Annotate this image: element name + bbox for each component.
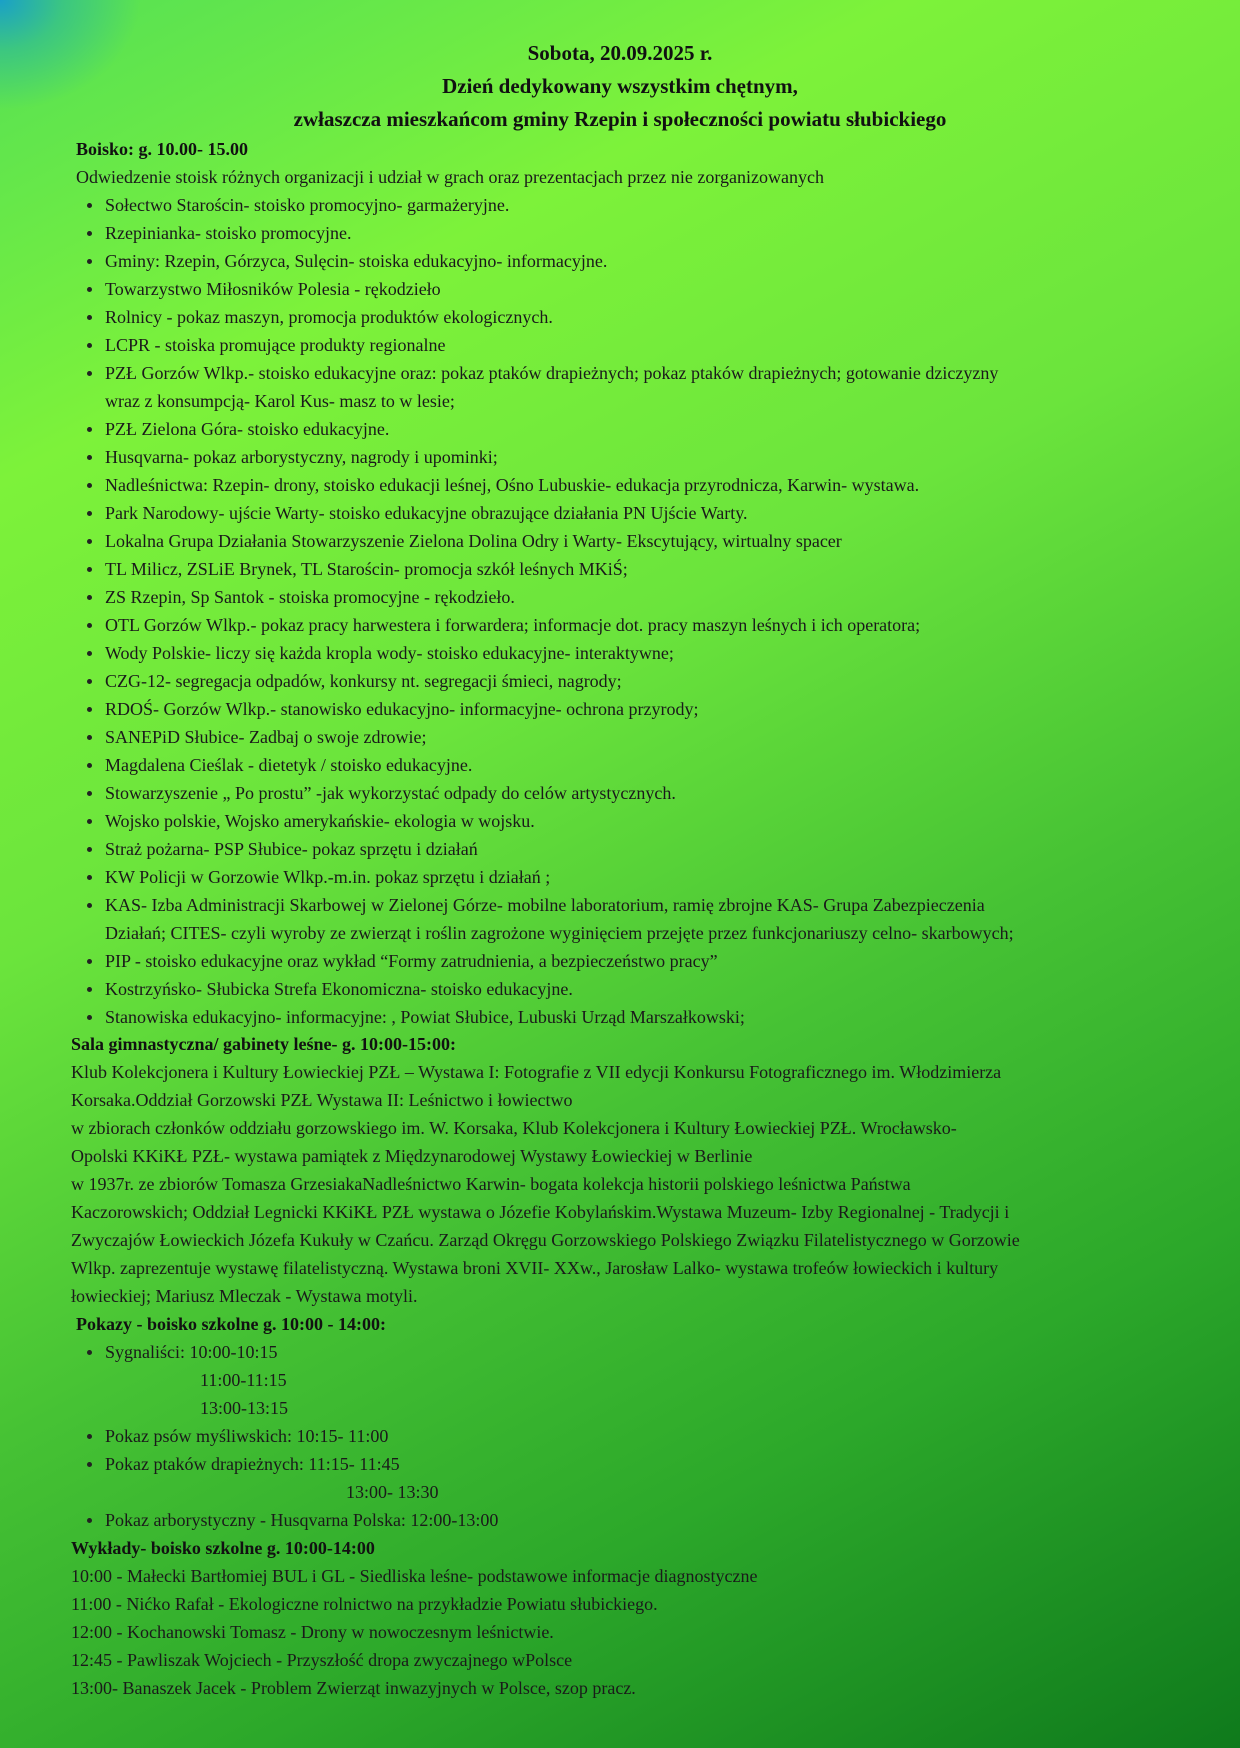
list-item: Rolnicy - pokaz maszyn, promocja produktów ekologicznych. (76, 303, 1014, 331)
lecture-item: 13:00- Banaszek Jacek - Problem Zwierząt inwazyjnych w Polsce, szop pracz. (71, 1678, 636, 1698)
list-item: OTL Gorzów Wlkp.- pokaz pracy harwestera i forwardera; informacje dot. pracy maszyn leśnych i ich operatora; (76, 611, 1014, 639)
list-item: KW Policji w Gorzowie Wlkp.-m.in. pokaz sprzętu i działań ; (76, 863, 1014, 891)
list-item: Pokaz arborystyczny - Husqvarna Polska: 12:00-13:00 (76, 1506, 498, 1534)
ptaki-time: Pokaz ptaków drapieżnych: 11:15- 11:45 (105, 1454, 400, 1474)
list-item: CZG-12- segregacja odpadów, konkursy nt. segregacji śmieci, nagrody; (76, 667, 1014, 695)
boisko-heading: Boisko: g. 10.00- 15.00 (76, 139, 249, 159)
ptaki-extra-time: 13:00- 13:30 (346, 1482, 439, 1502)
sala-heading: Sala gimnastyczna/ gabinety leśne- g. 10:00-15:00: (71, 1034, 456, 1054)
list-item: Lokalna Grupa Działania Stowarzyszenie Zielona Dolina Odry i Warty- Ekscytujący, wirtualny spacer (76, 527, 1014, 555)
list-item: TL Milicz, ZSLiE Brynek, TL Starościn- promocja szkół leśnych MKiŚ; (76, 555, 1014, 583)
sala-description (71, 1058, 1191, 1310)
sygnalisci-time: Sygnaliści: 10:00-10:15 (105, 1342, 278, 1362)
list-item-continuation: wraz z konsumpcją- Karol Kus- masz to w lesie; (105, 391, 455, 411)
list-item (76, 1338, 498, 1422)
list-item: Park Narodowy- ujście Warty- stoisko edukacyjne obrazujące działania PN Ujście Warty. (76, 499, 1014, 527)
list-item: Sołectwo Starościn- stoisko promocyjno- garmażeryjne. (76, 191, 1014, 219)
list-item (76, 1450, 498, 1506)
sygnalisci-extra-time: 11:00-11:15 (200, 1370, 287, 1390)
list-item: Stanowiska edukacyjno- informacyjne: , Powiat Słubice, Lubuski Urząd Marszałkowski; (76, 1003, 1014, 1031)
list-item: Rzepinianka- stoisko promocyjne. (76, 219, 1014, 247)
lecture-item: 12:45 - Pawliszak Wojciech - Przyszłość dropa zwyczajnego wPolsce (71, 1650, 573, 1670)
list-item: PZŁ Zielona Góra- stoisko edukacyjne. (76, 415, 1014, 443)
sala-line: Korsaka.Oddział Gorzowski PZŁ Wystawa II: Leśnictwo i łowiectwo (71, 1090, 573, 1110)
list-item: Straż pożarna- PSP Słubice- pokaz sprzętu i działań (76, 835, 1014, 863)
lecture-item: 10:00 - Małecki Bartłomiej BUL i GL - Siedliska leśne- podstawowe informacje diagnostyczne (71, 1566, 758, 1586)
list-item-text: KAS- Izba Administracji Skarbowej w Zielonej Górze- mobilne laboratorium, ramię zbrojne KAS- Grupa Zabezpieczenia (105, 895, 985, 915)
sala-line: Opolski KKiKŁ PZŁ- wystawa pamiątek z Międzynarodowej Wystawy Łowieckiej w Berlinie (71, 1146, 753, 1166)
list-item (76, 359, 1014, 415)
boisko-intro: Odwiedzenie stoisk różnych organizacji i udział w grach oraz prezentacjach przez nie zorganizowanych (76, 167, 824, 187)
list-item: Husqvarna- pokaz arborystyczny, nagrody i upominki; (76, 443, 1014, 471)
list-item: Nadleśnictwa: Rzepin- drony, stoisko edukacji leśnej, Ośno Lubuskie- edukacja przyrodnicza, Karwin- wystawa. (76, 471, 1014, 499)
list-item: Towarzystwo Miłosników Polesia - rękodzieło (76, 275, 1014, 303)
lectures-list (71, 1562, 1191, 1702)
audience-heading: zwłaszcza mieszkańcom gminy Rzepin i społeczności powiatu słubickiego (293, 107, 947, 131)
list-item: SANEPiD Słubice- Zadbaj o swoje zdrowie; (76, 723, 1014, 751)
sygnalisci-extra-time: 13:00-13:15 (200, 1398, 288, 1418)
stands-list (76, 191, 1014, 1031)
date-heading: Sobota, 20.09.2025 r. (527, 41, 713, 65)
pokazy-heading: Pokazy - boisko szkolne g. 10:00 - 14:00: (76, 1314, 386, 1334)
sala-line: Wlkp. zaprezentuje wystawę filatelistyczną. Wystawa broni XVII- XXw., Jarosław Lalko- wystawa trofeów łowieckich i kultury (71, 1258, 999, 1278)
list-item (76, 891, 1014, 947)
list-item: RDOŚ- Gorzów Wlkp.- stanowisko edukacyjno- informacyjne- ochrona przyrody; (76, 695, 1014, 723)
sala-line: Klub Kolekcjonera i Kultury Łowieckiej PZŁ – Wystawa I: Fotografie z VII edycji Konkursu Fotograficznego im. Włodzimierza (71, 1062, 1002, 1082)
sala-line: Zwyczajów Łowieckich Józefa Kukuły w Czańcu. Zarząd Okręgu Gorzowskiego Polskiego Związku Filatelistycznego w Gorzowie (71, 1230, 1020, 1250)
list-item: Kostrzyńsko- Słubicka Strefa Ekonomiczna- stoisko edukacyjne. (76, 975, 1014, 1003)
list-item: LCPR - stoiska promujące produkty regionalne (76, 331, 1014, 359)
lecture-item: 12:00 - Kochanowski Tomasz - Drony w nowoczesnym leśnictwie. (71, 1622, 554, 1642)
list-item: PIP - stoisko edukacyjne oraz wykład “Formy zatrudnienia, a bezpieczeństwo pracy” (76, 947, 1014, 975)
list-item: ZS Rzepin, Sp Santok - stoiska promocyjne - rękodzieło. (76, 583, 1014, 611)
list-item: Magdalena Cieślak - dietetyk / stoisko edukacyjne. (76, 751, 1014, 779)
dedication-heading: Dzień dedykowany wszystkim chętnym, (442, 74, 798, 98)
list-item: Wody Polskie- liczy się każda kropla wody- stoisko edukacyjne- interaktywne; (76, 639, 1014, 667)
wyklady-heading: Wykłady- boisko szkolne g. 10:00-14:00 (71, 1538, 375, 1558)
list-item: Wojsko polskie, Wojsko amerykańskie- ekologia w wojsku. (76, 807, 1014, 835)
sala-line: łowieckiej; Mariusz Mleczak - Wystawa motyli. (71, 1286, 418, 1306)
list-item: Stowarzyszenie „ Po prostu” -jak wykorzystać odpady do celów artystycznych. (76, 779, 1014, 807)
sala-line: w 1937r. ze zbiorów Tomasza GrzesiakaNadleśnictwo Karwin- bogata kolekcja historii polskiego leśnictwa Państwa (71, 1174, 911, 1194)
lecture-item: 11:00 - Nićko Rafał - Ekologiczne rolnictwo na przykładzie Powiatu słubickiego. (71, 1594, 658, 1614)
list-item: Gminy: Rzepin, Górzyca, Sulęcin- stoiska edukacyjno- informacyjne. (76, 247, 1014, 275)
sala-line: w zbiorach członków oddziału gorzowskiego im. W. Korsaka, Klub Kolekcjonera i Kultury Łowieckiej PZŁ. Wrocławsko- (71, 1118, 957, 1138)
list-item-text: PZŁ Gorzów Wlkp.- stoisko edukacyjne oraz: pokaz ptaków drapieżnych; pokaz ptaków drapieżnych; gotowanie dziczyzny (105, 363, 999, 383)
list-item-continuation: Działań; CITES- czyli wyroby ze zwierząt i roślin zagrożone wyginięciem przejęte przez funkcjonariuszy celno- skarbowych; (105, 923, 1014, 943)
shows-list (76, 1338, 498, 1534)
list-item: Pokaz psów myśliwskich: 10:15- 11:00 (76, 1422, 498, 1450)
sala-line: Kaczorowskich; Oddział Legnicki KKiKŁ PZŁ wystawa o Józefie Kobylańskim.Wystawa Muzeum- Izby Regionalnej - Tradycji i (71, 1202, 1010, 1222)
